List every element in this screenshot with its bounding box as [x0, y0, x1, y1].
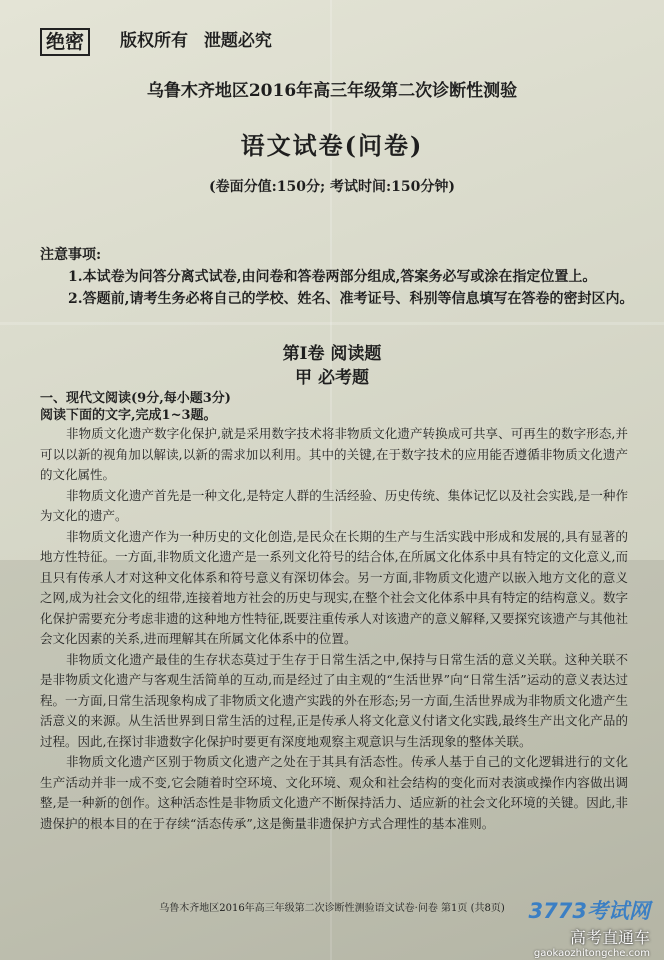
watermark-brand: 高考直通车 [569, 928, 650, 947]
part-subtitle: 甲 必考题 [295, 368, 369, 388]
note-item: 2.答题前,请考生务必将自己的学校、姓名、准考证号、科别等信息填写在答卷的密封区内。 [68, 291, 634, 307]
watermark-logo: 3773考试网 [528, 899, 650, 923]
site-watermark [500, 895, 650, 959]
passage-paragraph: 非物质文化遗产首先是一种文化,是特定人群的生活经验、历史传统、集体记忆以及社会实践,是一种作为文化的遗产。 [40, 487, 628, 523]
section-block [40, 390, 640, 424]
fold-crease [0, 322, 664, 325]
rights-notice: 版权所有 泄题必究 [120, 31, 272, 51]
section-instruction: 阅读下面的文字,完成1~3题。 [40, 408, 217, 423]
notes-block [40, 244, 640, 310]
passage-paragraph: 非物质文化遗产作为一种历史的文化创造,是民众在长期的生产与生活实践中形成和发展的,具有显著的地方性特征。一方面,非物质文化遗产是一系列文化符号的结合体,在所属文化体系中具有特定的文化意义,而且只有传承人才对这种文化体系和符号意义有深切体会。另一方面,非物质文化遗产以嵌入地方文化的意义之网,成为社会文化的纽带,连接着地方社会的历史与现实,在整个社会文化体系中具有特定的结构意义。数字化保护需要充分考虑非遗的这种地方性特征,既要注重传承人对该遗产的意义解释,又要探究该遗产与其他社会文化因素的关系,进而理解其在所属文化体系中的位置。 [40, 528, 628, 646]
exam-subtitle: 乌鲁木齐地区2016年高三年级第二次诊断性测验 [146, 81, 518, 101]
confidential-badge: 绝密 [40, 28, 90, 56]
passage [40, 424, 628, 834]
exam-title: 语文试卷(问卷) [240, 131, 424, 160]
exam-meta: (卷面分值:150分; 考试时间:150分钟) [208, 179, 456, 195]
notes-heading: 注意事项: [40, 247, 102, 263]
section-title: 一、现代文阅读(9分,每小题3分) [40, 391, 231, 406]
part-heading [0, 342, 664, 390]
note-item: 1.本试卷为问答分离式试卷,由问卷和答卷两部分组成,答案务必写或涂在指定位置上。 [68, 269, 597, 285]
passage-paragraph: 非物质文化遗产最佳的生存状态莫过于生存于日常生活之中,保持与日常生活的意义关联。这种关联不是非物质文化遗产与客观生活简单的互动,而是经过了由主观的“生活世界”向“日常生活”运动的意义表达过程。一方面,日常生活现象构成了非物质文化遗产实践的外在形态;另一方面,生活世界成为非物质文化遗产生活意义的来源。从生活世界到日常生活的过程,正是传承人将文化意义付诸文化实践,最终生产出文化产品的过程。因此,在探讨非遗数字化保护时要更有深度地观察主观意识与生活现象的整体关联。 [40, 651, 628, 749]
part-title: 第Ⅰ卷 阅读题 [282, 344, 382, 364]
page-footer: 乌鲁木齐地区2016年高三年级第二次诊断性测验语文试卷·问卷 第1页 (共8页) [159, 903, 505, 914]
watermark-url: gaokaozhitongche.com [533, 948, 650, 959]
passage-paragraph: 非物质文化遗产区别于物质文化遗产之处在于其具有活态性。传承人基于自己的文化逻辑进行的文化生产活动并非一成不变,它会随着时空环境、文化环境、观众和社会结构的变化而对表演或操作内容做出调整,是一种新的创作。这种活态性是非物质文化遗产不断保持活力、适应新的社会文化环境的关键。因此,非遗保护的根本目的在于存续“活态传承”,这是衡量非遗保护方式合理性的基本准则。 [40, 754, 628, 831]
passage-paragraph: 非物质文化遗产数字化保护,就是采用数字技术将非物质文化遗产转换成可共享、可再生的数字形态,并可以以新的视角加以解读,以新的需求加以利用。其中的关键,在于数字技术的应用能否遵循非物质文化遗产的文化属性。 [40, 426, 628, 482]
